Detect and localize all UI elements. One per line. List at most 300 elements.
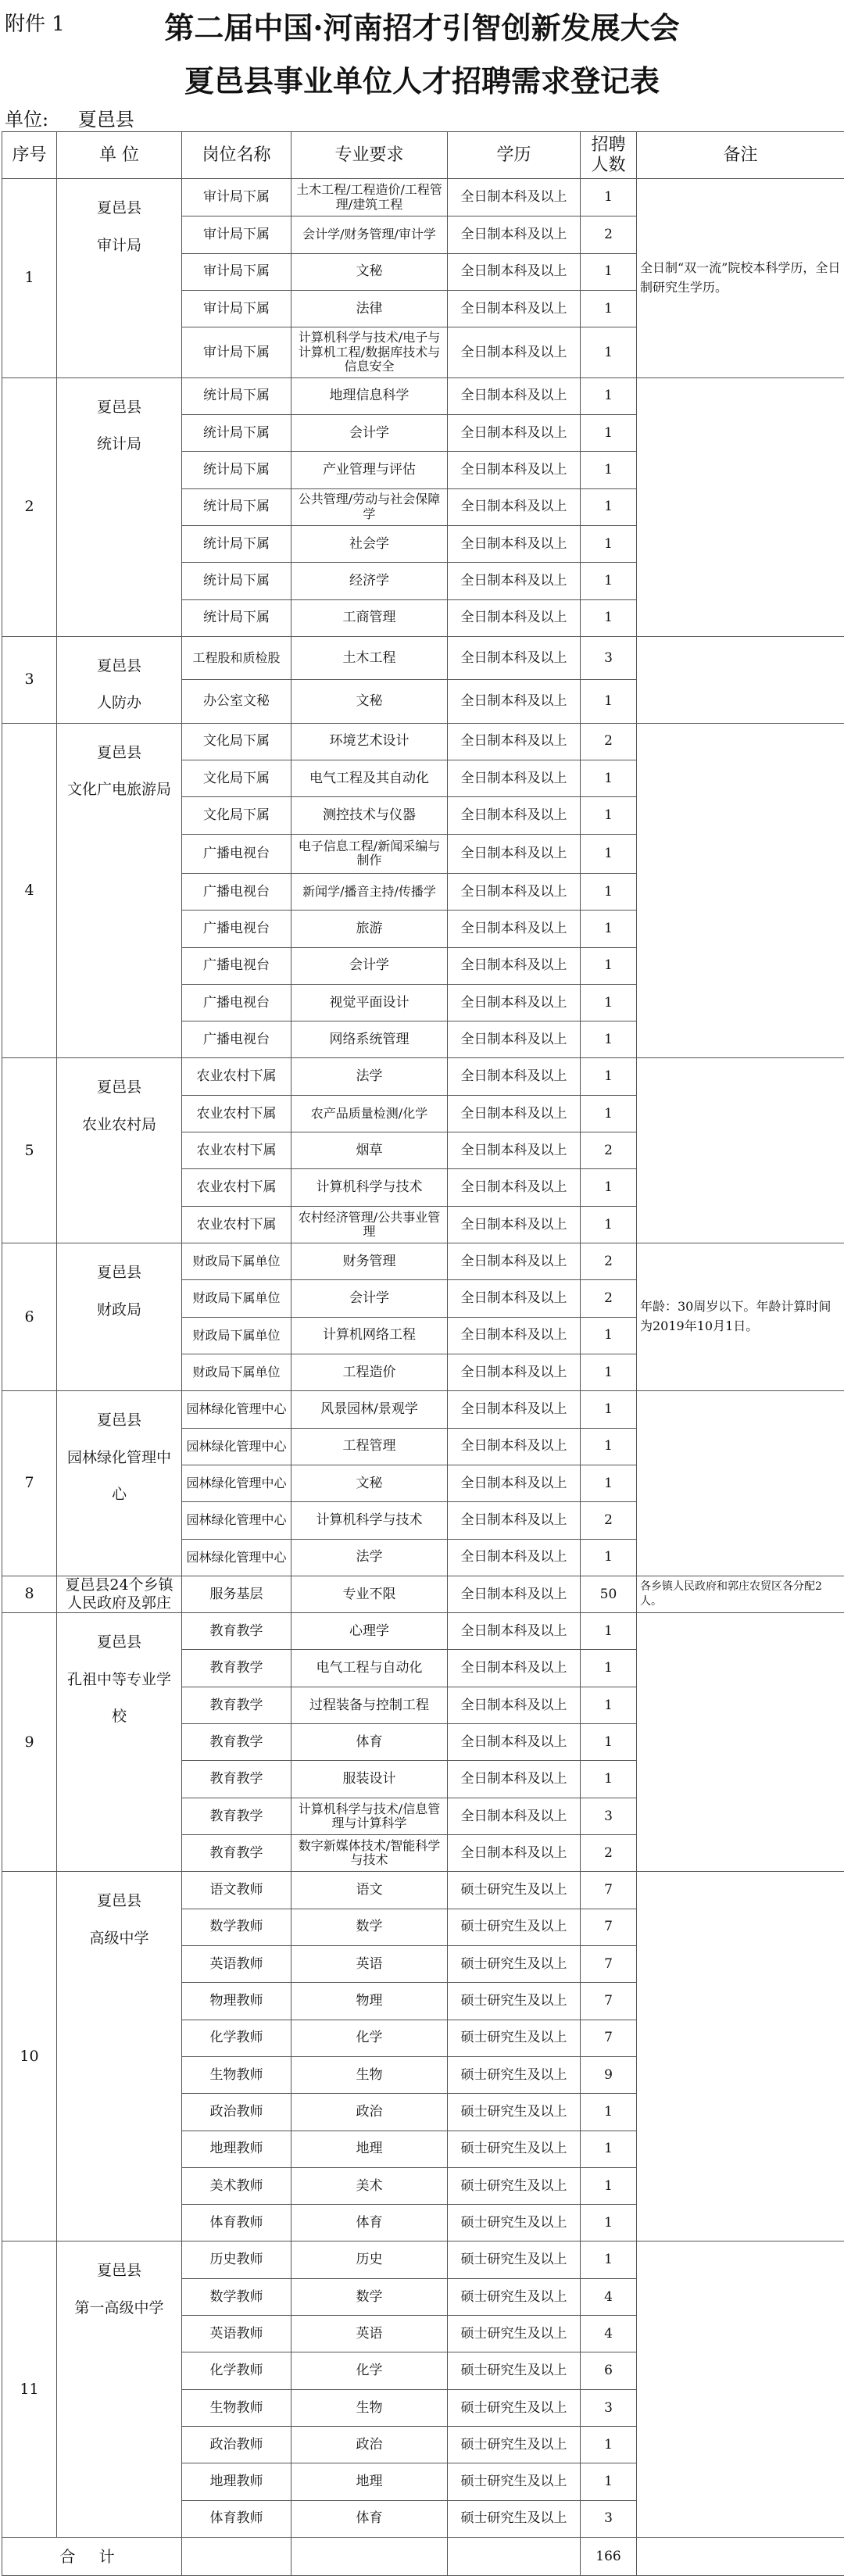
edu-cell: 硕士研究生及以上 xyxy=(448,2205,581,2241)
post-cell: 体育教师 xyxy=(182,2500,291,2537)
edu-cell: 全日制本科及以上 xyxy=(448,873,581,910)
note-cell xyxy=(637,377,844,636)
major-cell: 化学 xyxy=(291,2020,448,2056)
count-cell: 1 xyxy=(581,1724,637,1761)
table-row xyxy=(2,179,844,216)
major-cell: 旅游 xyxy=(291,911,448,947)
count-cell: 1 xyxy=(581,680,637,723)
post-cell: 财政局下属单位 xyxy=(182,1243,291,1280)
count-cell: 1 xyxy=(581,1354,637,1390)
table-row xyxy=(2,1576,844,1612)
unit-cell xyxy=(57,377,182,636)
seq-cell: 6 xyxy=(2,1243,57,1391)
post-cell: 办公室文秘 xyxy=(182,680,291,723)
count-cell: 1 xyxy=(581,984,637,1021)
post-cell: 教育教学 xyxy=(182,1798,291,1834)
post-cell: 统计局下属 xyxy=(182,415,291,452)
table-row xyxy=(2,636,844,679)
count-cell: 3 xyxy=(581,2389,637,2426)
count-cell: 3 xyxy=(581,1798,637,1834)
major-cell: 服装设计 xyxy=(291,1761,448,1798)
unit-label: 单位: xyxy=(5,109,49,131)
post-cell: 园林绿化管理中心 xyxy=(182,1391,291,1428)
unit-cell xyxy=(57,1872,182,2241)
post-cell: 生物教师 xyxy=(182,2056,291,2093)
post-cell: 广播电视台 xyxy=(182,1021,291,1058)
major-cell: 测控技术与仪器 xyxy=(291,797,448,834)
count-cell: 7 xyxy=(581,2020,637,2056)
edu-cell: 全日制本科及以上 xyxy=(448,1317,581,1354)
major-cell: 土木工程/工程造价/工程管理/建筑工程 xyxy=(291,179,448,216)
edu-cell: 全日制本科及以上 xyxy=(448,1576,581,1612)
count-cell: 4 xyxy=(581,2278,637,2315)
post-cell: 园林绿化管理中心 xyxy=(182,1502,291,1539)
total-value: 166 xyxy=(581,2537,637,2575)
post-cell: 生物教师 xyxy=(182,2389,291,2426)
edu-cell: 全日制本科及以上 xyxy=(448,1095,581,1132)
header-row xyxy=(2,132,844,179)
post-cell: 审计局下属 xyxy=(182,253,291,290)
count-cell: 1 xyxy=(581,873,637,910)
count-cell: 1 xyxy=(581,253,637,290)
edu-cell: 全日制本科及以上 xyxy=(448,452,581,488)
count-cell: 1 xyxy=(581,525,637,562)
major-cell: 社会学 xyxy=(291,525,448,562)
unit-cell xyxy=(57,723,182,1058)
unit-line-text: 文化广电旅游局 xyxy=(66,781,171,799)
note-cell: 全日制“双一流”院校本科学历，全日制研究生学历。 xyxy=(637,179,844,378)
edu-cell: 全日制本科及以上 xyxy=(448,216,581,253)
major-cell: 工程管理 xyxy=(291,1428,448,1465)
post-cell: 历史教师 xyxy=(182,2241,291,2278)
edu-cell: 全日制本科及以上 xyxy=(448,947,581,984)
count-cell: 1 xyxy=(581,2205,637,2241)
post-cell: 统计局下属 xyxy=(182,452,291,488)
post-cell: 审计局下属 xyxy=(182,216,291,253)
post-cell: 广播电视台 xyxy=(182,834,291,873)
post-cell: 园林绿化管理中心 xyxy=(182,1539,291,1576)
post-cell: 统计局下属 xyxy=(182,377,291,414)
edu-cell: 全日制本科及以上 xyxy=(448,911,581,947)
post-cell: 财政局下属单位 xyxy=(182,1354,291,1390)
count-cell: 7 xyxy=(581,1872,637,1909)
unit-cell xyxy=(57,2241,182,2538)
major-cell: 财务管理 xyxy=(291,1243,448,1280)
major-cell: 法律 xyxy=(291,290,448,327)
edu-cell: 全日制本科及以上 xyxy=(448,1428,581,1465)
unit-line-text: 农业农村局 xyxy=(81,1115,156,1133)
note-cell xyxy=(637,723,844,1058)
count-cell: 1 xyxy=(581,2241,637,2278)
major-cell: 电子信息工程/新闻采编与制作 xyxy=(291,834,448,873)
count-cell: 2 xyxy=(581,216,637,253)
unit-line-text: 夏邑县 xyxy=(96,1633,141,1651)
unit-line-text: 夏邑县 xyxy=(96,743,141,761)
major-cell: 电气工程与自动化 xyxy=(291,1650,448,1687)
seq-cell: 2 xyxy=(2,377,57,636)
post-cell: 体育教师 xyxy=(182,2205,291,2241)
count-cell: 7 xyxy=(581,1983,637,2020)
seq-cell: 8 xyxy=(2,1576,57,1612)
major-cell: 工程造价 xyxy=(291,1354,448,1390)
edu-cell: 全日制本科及以上 xyxy=(448,834,581,873)
unit-cell xyxy=(57,1576,182,1612)
edu-cell: 硕士研究生及以上 xyxy=(448,2316,581,2352)
seq-cell: 10 xyxy=(2,1872,57,2241)
sub-title: 夏邑县事业单位人才招聘需求登记表 xyxy=(184,63,660,98)
post-cell: 广播电视台 xyxy=(182,984,291,1021)
note-cell xyxy=(637,1058,844,1243)
count-cell: 1 xyxy=(581,2167,637,2204)
post-cell: 物理教师 xyxy=(182,1983,291,2020)
unit-line-text: 夏邑县 xyxy=(96,398,141,416)
count-cell: 1 xyxy=(581,488,637,525)
unit-cell xyxy=(57,1391,182,1576)
post-cell: 农业农村下属 xyxy=(182,1095,291,1132)
count-cell: 1 xyxy=(581,415,637,452)
major-cell: 农产品质量检测/化学 xyxy=(291,1095,448,1132)
post-cell: 服务基层 xyxy=(182,1576,291,1612)
count-cell: 4 xyxy=(581,2316,637,2352)
unit-line-text: 夏邑县 xyxy=(96,657,141,674)
edu-cell: 硕士研究生及以上 xyxy=(448,2352,581,2389)
edu-cell: 全日制本科及以上 xyxy=(448,1243,581,1280)
edu-cell: 全日制本科及以上 xyxy=(448,1650,581,1687)
count-cell: 1 xyxy=(581,1428,637,1465)
major-cell: 化学 xyxy=(291,2352,448,2389)
header-post: 岗位名称 xyxy=(182,132,291,179)
count-cell: 7 xyxy=(581,1945,637,1982)
major-cell: 计算机网络工程 xyxy=(291,1317,448,1354)
major-cell: 产业管理与评估 xyxy=(291,452,448,488)
count-cell: 1 xyxy=(581,834,637,873)
seq-cell: 5 xyxy=(2,1058,57,1243)
count-cell: 1 xyxy=(581,947,637,984)
post-cell: 数学教师 xyxy=(182,1909,291,1945)
header-edu: 学历 xyxy=(448,132,581,179)
unit-line-text: 统计局 xyxy=(96,435,141,453)
seq-cell: 7 xyxy=(2,1391,57,1576)
major-cell: 体育 xyxy=(291,2500,448,2537)
unit-line-text: 夏邑县 xyxy=(96,199,141,216)
major-cell: 计算机科学与技术 xyxy=(291,1169,448,1206)
count-cell: 1 xyxy=(581,760,637,796)
post-cell: 广播电视台 xyxy=(182,873,291,910)
unit-line-text: 高级中学 xyxy=(89,1929,149,1947)
major-cell: 过程装备与控制工程 xyxy=(291,1687,448,1723)
edu-cell: 全日制本科及以上 xyxy=(448,1724,581,1761)
count-cell: 1 xyxy=(581,599,637,636)
total-row xyxy=(2,2537,844,2575)
major-cell: 环境艺术设计 xyxy=(291,723,448,760)
table-row xyxy=(2,377,844,414)
post-cell: 审计局下属 xyxy=(182,327,291,377)
unit-line-text: 孔祖中等专业学校 xyxy=(66,1670,171,1726)
unit-value: 夏邑县 xyxy=(77,109,134,131)
count-cell: 1 xyxy=(581,1169,637,1206)
post-cell: 美术教师 xyxy=(182,2167,291,2204)
edu-cell: 全日制本科及以上 xyxy=(448,1539,581,1576)
major-cell: 会计学 xyxy=(291,947,448,984)
major-cell: 风景园林/景观学 xyxy=(291,1391,448,1428)
note-cell xyxy=(637,1613,844,1872)
major-cell: 新闻学/播音主持/传播学 xyxy=(291,873,448,910)
header-count: 招聘人数 xyxy=(581,132,637,179)
edu-cell: 硕士研究生及以上 xyxy=(448,2241,581,2278)
count-cell: 1 xyxy=(581,563,637,599)
major-cell: 会计学 xyxy=(291,415,448,452)
count-cell: 2 xyxy=(581,1502,637,1539)
post-cell: 工程股和质检股 xyxy=(182,636,291,679)
major-cell: 语文 xyxy=(291,1872,448,1909)
count-cell: 6 xyxy=(581,2352,637,2389)
post-cell: 农业农村下属 xyxy=(182,1206,291,1243)
edu-cell: 全日制本科及以上 xyxy=(448,327,581,377)
edu-cell: 全日制本科及以上 xyxy=(448,760,581,796)
post-cell: 农业农村下属 xyxy=(182,1058,291,1095)
major-cell: 生物 xyxy=(291,2389,448,2426)
post-cell: 财政局下属单位 xyxy=(182,1317,291,1354)
count-cell: 2 xyxy=(581,1132,637,1169)
major-cell: 历史 xyxy=(291,2241,448,2278)
post-cell: 审计局下属 xyxy=(182,179,291,216)
edu-cell: 硕士研究生及以上 xyxy=(448,1872,581,1909)
edu-cell: 全日制本科及以上 xyxy=(448,377,581,414)
note-cell xyxy=(637,2241,844,2538)
post-cell: 文化局下属 xyxy=(182,723,291,760)
edu-cell: 全日制本科及以上 xyxy=(448,1761,581,1798)
count-cell: 3 xyxy=(581,2500,637,2537)
count-cell: 1 xyxy=(581,1687,637,1723)
post-cell: 文化局下属 xyxy=(182,760,291,796)
note-cell xyxy=(637,636,844,723)
count-cell: 2 xyxy=(581,1243,637,1280)
table-row xyxy=(2,1391,844,1428)
edu-cell: 全日制本科及以上 xyxy=(448,290,581,327)
major-cell: 政治 xyxy=(291,2094,448,2131)
empty-cell xyxy=(182,2537,291,2575)
unit-cell xyxy=(57,179,182,378)
major-cell: 农村经济管理/公共事业管理 xyxy=(291,1206,448,1243)
note-cell: 各乡镇人民政府和郭庄农贸区各分配2人。 xyxy=(637,1576,844,1612)
edu-cell: 全日制本科及以上 xyxy=(448,1613,581,1650)
count-cell: 1 xyxy=(581,1095,637,1132)
unit-cell xyxy=(57,636,182,723)
edu-cell: 硕士研究生及以上 xyxy=(448,2389,581,2426)
edu-cell: 全日制本科及以上 xyxy=(448,1021,581,1058)
major-cell: 体育 xyxy=(291,1724,448,1761)
recruitment-table xyxy=(2,131,844,2576)
major-cell: 数学 xyxy=(291,1909,448,1945)
major-cell: 网络系统管理 xyxy=(291,1021,448,1058)
major-cell: 法学 xyxy=(291,1058,448,1095)
count-cell: 50 xyxy=(581,1576,637,1612)
count-cell: 1 xyxy=(581,2427,637,2463)
unit-line-text: 夏邑县 xyxy=(96,1079,141,1097)
header-major: 专业要求 xyxy=(291,132,448,179)
header-seq: 序号 xyxy=(2,132,57,179)
unit-line-text: 人防办 xyxy=(96,694,141,712)
table-row xyxy=(2,1243,844,1280)
count-cell: 1 xyxy=(581,1058,637,1095)
edu-cell: 全日制本科及以上 xyxy=(448,1391,581,1428)
unit-line-text: 夏邑县 xyxy=(96,1411,141,1429)
post-cell: 化学教师 xyxy=(182,2020,291,2056)
unit-line-text: 第一高级中学 xyxy=(74,2299,164,2317)
post-cell: 广播电视台 xyxy=(182,911,291,947)
count-cell: 3 xyxy=(581,636,637,679)
major-cell: 政治 xyxy=(291,2427,448,2463)
count-cell: 2 xyxy=(581,1280,637,1317)
edu-cell: 硕士研究生及以上 xyxy=(448,1983,581,2020)
post-cell: 统计局下属 xyxy=(182,563,291,599)
edu-cell: 全日制本科及以上 xyxy=(448,1835,581,1872)
edu-cell: 硕士研究生及以上 xyxy=(448,2020,581,2056)
major-cell: 生物 xyxy=(291,2056,448,2093)
edu-cell: 全日制本科及以上 xyxy=(448,984,581,1021)
major-cell: 会计学 xyxy=(291,1280,448,1317)
count-cell: 1 xyxy=(581,1317,637,1354)
edu-cell: 硕士研究生及以上 xyxy=(448,2167,581,2204)
count-cell: 1 xyxy=(581,1391,637,1428)
unit-line-text: 夏邑县 xyxy=(96,1892,141,1910)
count-cell: 7 xyxy=(581,1909,637,1945)
unit-line-text: 夏邑县 xyxy=(96,2262,141,2280)
count-cell: 1 xyxy=(581,1465,637,1501)
major-cell: 英语 xyxy=(291,1945,448,1982)
count-cell: 1 xyxy=(581,327,637,377)
post-cell: 教育教学 xyxy=(182,1835,291,1872)
post-cell: 统计局下属 xyxy=(182,525,291,562)
post-cell: 审计局下属 xyxy=(182,290,291,327)
edu-cell: 全日制本科及以上 xyxy=(448,1206,581,1243)
empty-cell xyxy=(448,2537,581,2575)
edu-cell: 全日制本科及以上 xyxy=(448,525,581,562)
count-cell: 1 xyxy=(581,1613,637,1650)
count-cell: 2 xyxy=(581,723,637,760)
edu-cell: 全日制本科及以上 xyxy=(448,723,581,760)
empty-cell xyxy=(637,2537,844,2575)
post-cell: 教育教学 xyxy=(182,1724,291,1761)
count-cell: 1 xyxy=(581,377,637,414)
count-cell: 1 xyxy=(581,2131,637,2167)
edu-cell: 硕士研究生及以上 xyxy=(448,2278,581,2315)
annex-label: 附件 1 xyxy=(5,13,65,36)
unit-cell xyxy=(57,1243,182,1391)
unit-line-text: 夏邑县24个乡镇人民政府及郭庄 xyxy=(65,1576,173,1612)
post-cell: 语文教师 xyxy=(182,1872,291,1909)
edu-cell: 硕士研究生及以上 xyxy=(448,2463,581,2500)
major-cell: 计算机科学与技术/信息管理与计算科学 xyxy=(291,1798,448,1834)
major-cell: 地理 xyxy=(291,2131,448,2167)
post-cell: 地理教师 xyxy=(182,2463,291,2500)
header-unit: 单 位 xyxy=(57,132,182,179)
post-cell: 英语教师 xyxy=(182,2316,291,2352)
unit-line-text: 审计局 xyxy=(96,236,141,254)
edu-cell: 全日制本科及以上 xyxy=(448,599,581,636)
post-cell: 化学教师 xyxy=(182,2352,291,2389)
count-cell: 2 xyxy=(581,1835,637,1872)
post-cell: 教育教学 xyxy=(182,1687,291,1723)
count-cell: 1 xyxy=(581,1761,637,1798)
major-cell: 视觉平面设计 xyxy=(291,984,448,1021)
edu-cell: 硕士研究生及以上 xyxy=(448,1945,581,1982)
edu-cell: 硕士研究生及以上 xyxy=(448,2427,581,2463)
seq-cell: 4 xyxy=(2,723,57,1058)
edu-cell: 硕士研究生及以上 xyxy=(448,1909,581,1945)
unit-line xyxy=(5,108,134,131)
unit-cell xyxy=(57,1613,182,1872)
major-cell: 烟草 xyxy=(291,1132,448,1169)
count-cell: 1 xyxy=(581,1650,637,1687)
edu-cell: 全日制本科及以上 xyxy=(448,680,581,723)
post-cell: 农业农村下属 xyxy=(182,1132,291,1169)
unit-line-text: 夏邑县 xyxy=(96,1264,141,1282)
empty-cell xyxy=(291,2537,448,2575)
major-cell: 文秘 xyxy=(291,253,448,290)
post-cell: 园林绿化管理中心 xyxy=(182,1428,291,1465)
note-cell xyxy=(637,1872,844,2241)
edu-cell: 全日制本科及以上 xyxy=(448,488,581,525)
edu-cell: 硕士研究生及以上 xyxy=(448,2094,581,2131)
edu-cell: 全日制本科及以上 xyxy=(448,563,581,599)
major-cell: 计算机科学与技术/电子与计算机工程/数据库技术与信息安全 xyxy=(291,327,448,377)
unit-cell xyxy=(57,1058,182,1243)
post-cell: 政治教师 xyxy=(182,2094,291,2131)
count-cell: 1 xyxy=(581,179,637,216)
edu-cell: 全日制本科及以上 xyxy=(448,1132,581,1169)
main-title: 第二届中国·河南招才引智创新发展大会 xyxy=(164,10,680,45)
post-cell: 政治教师 xyxy=(182,2427,291,2463)
unit-line-text: 财政局 xyxy=(96,1301,141,1318)
edu-cell: 全日制本科及以上 xyxy=(448,179,581,216)
note-cell: 年龄：30周岁以下。年龄计算时间为2019年10月1日。 xyxy=(637,1243,844,1391)
edu-cell: 全日制本科及以上 xyxy=(448,1465,581,1501)
count-cell: 1 xyxy=(581,1539,637,1576)
edu-cell: 全日制本科及以上 xyxy=(448,1280,581,1317)
edu-cell: 全日制本科及以上 xyxy=(448,1169,581,1206)
major-cell: 工商管理 xyxy=(291,599,448,636)
post-cell: 园林绿化管理中心 xyxy=(182,1465,291,1501)
post-cell: 农业农村下属 xyxy=(182,1169,291,1206)
count-cell: 1 xyxy=(581,911,637,947)
count-cell: 1 xyxy=(581,797,637,834)
edu-cell: 硕士研究生及以上 xyxy=(448,2131,581,2167)
post-cell: 文化局下属 xyxy=(182,797,291,834)
seq-cell: 9 xyxy=(2,1613,57,1872)
major-cell: 法学 xyxy=(291,1539,448,1576)
major-cell: 地理 xyxy=(291,2463,448,2500)
post-cell: 统计局下属 xyxy=(182,599,291,636)
table-row xyxy=(2,1613,844,1650)
seq-cell: 11 xyxy=(2,2241,57,2538)
post-cell: 英语教师 xyxy=(182,1945,291,1982)
count-cell: 9 xyxy=(581,2056,637,2093)
edu-cell: 硕士研究生及以上 xyxy=(448,2056,581,2093)
major-cell: 电气工程及其自动化 xyxy=(291,760,448,796)
count-cell: 1 xyxy=(581,1206,637,1243)
major-cell: 物理 xyxy=(291,1983,448,2020)
header-note: 备注 xyxy=(637,132,844,179)
count-cell: 1 xyxy=(581,290,637,327)
major-cell: 英语 xyxy=(291,2316,448,2352)
seq-cell: 1 xyxy=(2,179,57,378)
table-row xyxy=(2,2241,844,2278)
major-cell: 地理信息科学 xyxy=(291,377,448,414)
post-cell: 教育教学 xyxy=(182,1613,291,1650)
edu-cell: 全日制本科及以上 xyxy=(448,636,581,679)
major-cell: 文秘 xyxy=(291,680,448,723)
